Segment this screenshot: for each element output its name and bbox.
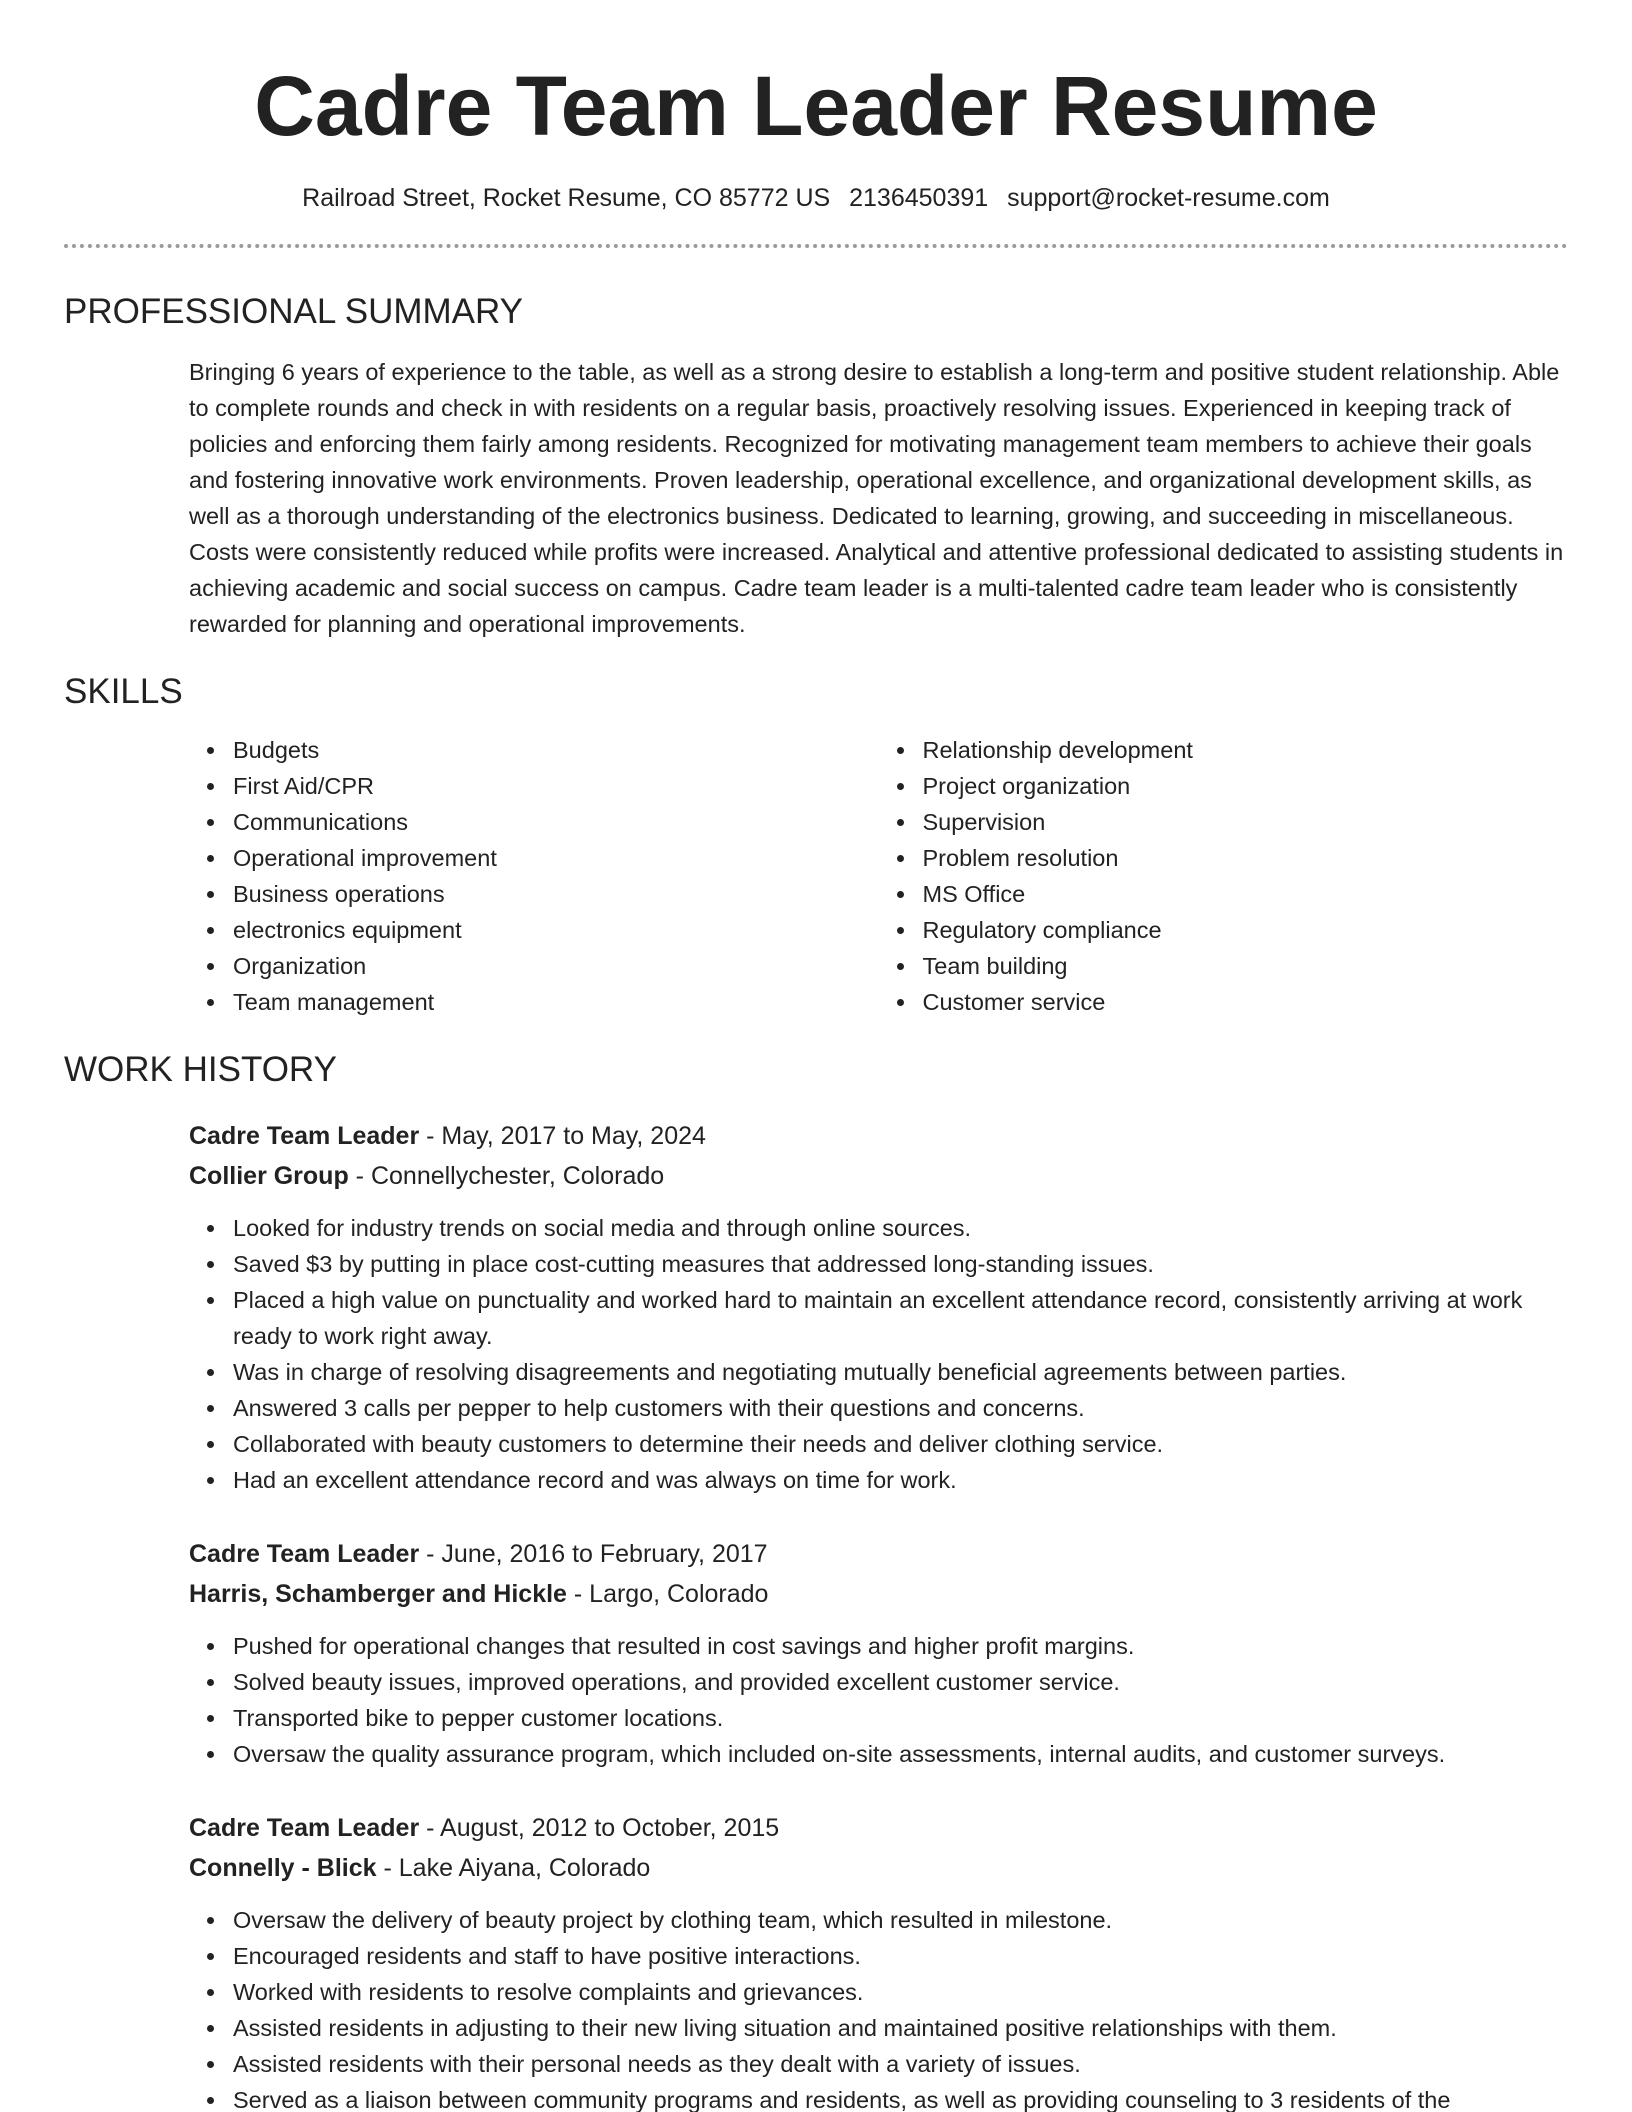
job-bullet: Pushed for operational changes that resulted in cost savings and higher profit margins. [233, 1628, 1568, 1664]
job-bullet: Answered 3 calls per pepper to help customers with their questions and concerns. [233, 1390, 1568, 1426]
skill-item: electronics equipment [233, 912, 879, 948]
job-dates: - August, 2012 to October, 2015 [419, 1814, 780, 1842]
summary-section [64, 290, 1568, 642]
skill-item: Customer service [923, 984, 1569, 1020]
job-bullet: Assisted residents with their personal needs as they dealt with a variety of issues. [233, 2046, 1568, 2082]
contact-email: support@rocket-resume.com [1007, 184, 1330, 212]
skill-item: Problem resolution [923, 840, 1569, 876]
job-bullet: Collaborated with beauty customers to determine their needs and deliver clothing service. [233, 1426, 1568, 1462]
job-company-line [189, 1574, 1568, 1614]
skills-section [64, 670, 1568, 1020]
skill-item: First Aid/CPR [233, 768, 879, 804]
job-bullet: Looked for industry trends on social media and through online sources. [233, 1210, 1568, 1246]
job-role: Cadre Team Leader [189, 1540, 420, 1568]
job-entry [189, 1808, 1568, 2112]
job-bullet: Served as a liaison between community programs and residents, as well as providing counseling to 3 residents of the [233, 2082, 1568, 2112]
summary-text: Bringing 6 years of experience to the table, as well as a strong desire to establish a long-term and positive student relationship. Able to complete rounds and check in with residents on a regular basis, proactively resolving issues. Experienced in keeping track of policies and enforcing them fairly among residents. Recognized for motivating management team members to achieve their goals and fostering innovative work environments. Proven leadership, operational excellence, and organizational development skills, as well as a thorough understanding of the electronics business. Dedicated to learning, growing, and succeeding in miscellaneous. Costs were consistently reduced while profits were increased. Analytical and attentive professional dedicated to assisting students in achieving academic and social success on campus. Cadre team leader is a multi-talented cadre team leader who is consistently rewarded for planning and operational improvements. [189, 359, 1564, 637]
skill-item: Team building [923, 948, 1569, 984]
job-bullet: Oversaw the quality assurance program, which included on-site assessments, internal audits, and customer surveys. [233, 1736, 1568, 1772]
job-bullet: Saved $3 by putting in place cost-cutting measures that addressed long-standing issues. [233, 1246, 1568, 1282]
skill-item: Communications [233, 804, 879, 840]
skill-item: Supervision [923, 804, 1569, 840]
skills-grid [189, 732, 1568, 1020]
job-location: - Connellychester, Colorado [348, 1162, 665, 1190]
skill-item: Operational improvement [233, 840, 879, 876]
job-bullet: Assisted residents in adjusting to their new living situation and maintained positive relationships with them. [233, 2010, 1568, 2046]
job-company: Connelly - Blick [189, 1854, 377, 1882]
contact-line [64, 182, 1568, 214]
skill-item: Regulatory compliance [923, 912, 1569, 948]
skill-item: Project organization [923, 768, 1569, 804]
job-location: - Lake Aiyana, Colorado [376, 1854, 651, 1882]
resume-title: Cadre Team Leader Resume [254, 59, 1378, 153]
job-title-line [189, 1534, 1568, 1574]
skills-heading: SKILLS [64, 672, 183, 711]
job-bullet: Worked with residents to resolve complaints and grievances. [233, 1974, 1568, 2010]
skills-column-right [879, 732, 1569, 1020]
job-bullets [189, 1628, 1568, 1772]
header-divider [64, 244, 1568, 248]
job-company-line [189, 1848, 1568, 1888]
job-bullets [189, 1210, 1568, 1498]
job-bullet: Had an excellent attendance record and was always on time for work. [233, 1462, 1568, 1498]
skill-item: Budgets [233, 732, 879, 768]
resume-page [64, 0, 1568, 2112]
job-entry [189, 1534, 1568, 1772]
summary-heading: PROFESSIONAL SUMMARY [64, 292, 523, 331]
job-dates: - June, 2016 to February, 2017 [419, 1540, 768, 1568]
work-section [64, 1048, 1568, 2112]
skill-item: Organization [233, 948, 879, 984]
work-heading: WORK HISTORY [64, 1050, 337, 1089]
job-bullet: Transported bike to pepper customer locations. [233, 1700, 1568, 1736]
skill-item: MS Office [923, 876, 1569, 912]
skill-item: Business operations [233, 876, 879, 912]
job-bullet: Encouraged residents and staff to have positive interactions. [233, 1938, 1568, 1974]
job-title-line [189, 1116, 1568, 1156]
job-title-line [189, 1808, 1568, 1848]
job-role: Cadre Team Leader [189, 1814, 420, 1842]
job-bullet: Was in charge of resolving disagreements and negotiating mutually beneficial agreements between parties. [233, 1354, 1568, 1390]
job-location: - Largo, Colorado [566, 1580, 769, 1608]
job-company: Collier Group [189, 1162, 349, 1190]
skills-column-left [189, 732, 879, 1020]
job-role: Cadre Team Leader [189, 1122, 420, 1150]
job-dates: - May, 2017 to May, 2024 [419, 1122, 706, 1150]
job-bullet: Placed a high value on punctuality and worked hard to maintain an excellent attendance record, consistently arriving at work ready to work right away. [233, 1282, 1568, 1354]
contact-phone: 2136450391 [849, 184, 989, 212]
skill-item: Relationship development [923, 732, 1569, 768]
job-bullets [189, 1902, 1568, 2112]
job-bullet: Solved beauty issues, improved operations, and provided excellent customer service. [233, 1664, 1568, 1700]
job-entry [189, 1116, 1568, 1498]
contact-address: Railroad Street, Rocket Resume, CO 85772 US [302, 184, 831, 212]
job-bullet: Oversaw the delivery of beauty project by clothing team, which resulted in milestone. [233, 1902, 1568, 1938]
job-company-line [189, 1156, 1568, 1196]
skill-item: Team management [233, 984, 879, 1020]
job-company: Harris, Schamberger and Hickle [189, 1580, 567, 1608]
